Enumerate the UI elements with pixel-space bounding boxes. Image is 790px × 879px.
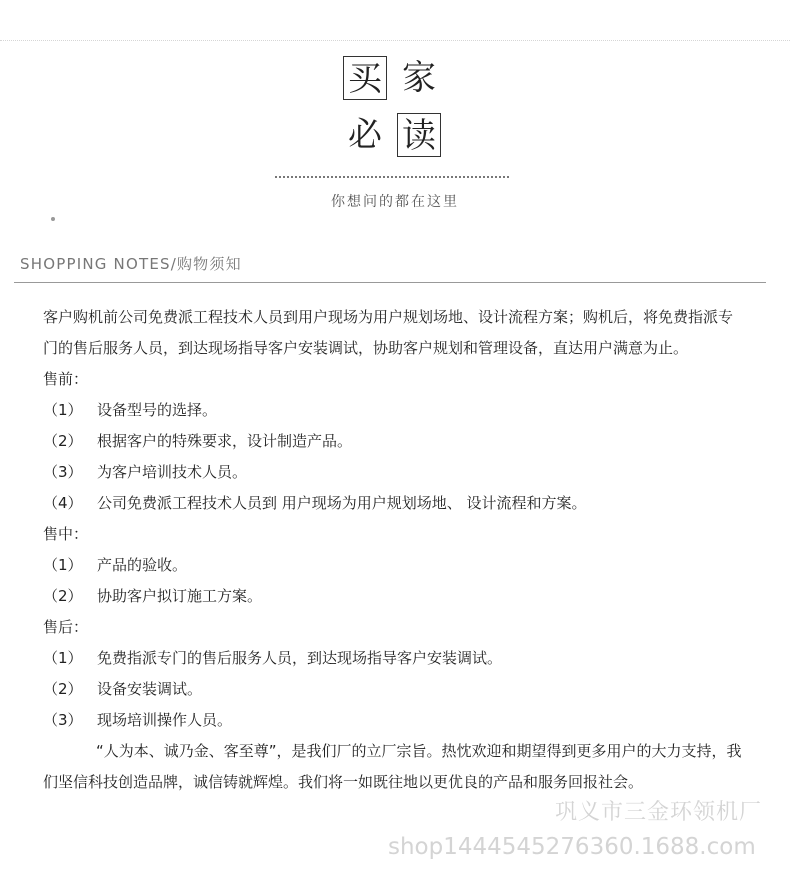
group-label-aftersale: 售后： (43, 618, 89, 636)
intro-paragraph: 客户购机前公司免费派工程技术人员到用户现场为用户规划场地、设计流程方案；购机后，将免费指派专门的售后服务人员，到达现场指导客户安装调试，协助客户规划和管理设备，直达用户满意为止。 (43, 308, 734, 357)
item-text: 产品的验收。 (97, 556, 188, 574)
list-item (43, 643, 743, 674)
item-number: （1） (43, 401, 83, 419)
list-item (43, 581, 743, 612)
section-heading: SHOPPING NOTES/购物须知 (20, 255, 242, 273)
closing-paragraph: “人为本、诚乃金、客至尊”，是我们厂的立厂宗旨。热忱欢迎和期望得到更多用户的大力支持，我们坚信科技创造品牌，诚信铸就辉煌。我们将一如既往地以更优良的产品和服务回报社会。 (43, 742, 742, 791)
item-number: （2） (43, 587, 83, 605)
list-item (43, 457, 743, 488)
title-char-jia: 家 (402, 58, 436, 98)
title-char-bi: 必 (348, 115, 382, 155)
list-item (43, 395, 743, 426)
group-insale (43, 519, 743, 612)
item-text: 根据客户的特殊要求，设计制造产品。 (97, 432, 353, 450)
list-item (43, 550, 743, 581)
item-number: （1） (43, 649, 83, 667)
title-dotted-divider (275, 176, 509, 178)
item-text: 公司免费派工程技术人员到 用户现场为用户规划场地、 设计流程和方案。 (97, 494, 587, 512)
item-number: （2） (43, 432, 83, 450)
watermark-url: shop1444545276360.1688.com (388, 834, 756, 860)
item-text: 协助客户拟订施工方案。 (97, 587, 263, 605)
item-number: （2） (43, 680, 83, 698)
decorative-dot (51, 217, 55, 221)
group-label-presale: 售前： (43, 370, 89, 388)
item-text: 设备型号的选择。 (97, 401, 218, 419)
list-item (43, 705, 743, 736)
top-dotted-rule (0, 40, 790, 41)
notes-content (43, 302, 743, 798)
watermark-company: 巩义市三金环领机厂 (555, 800, 763, 825)
group-aftersale (43, 612, 743, 736)
item-number: （3） (43, 463, 83, 481)
item-number: （4） (43, 494, 83, 512)
title-char-du: 读 (397, 113, 441, 157)
item-number: （1） (43, 556, 83, 574)
list-item (43, 426, 743, 457)
group-presale (43, 364, 743, 519)
item-text: 免费指派专门的售后服务人员，到达现场指导客户安装调试。 (97, 649, 503, 667)
item-text: 设备安装调试。 (97, 680, 203, 698)
item-text: 现场培训操作人员。 (97, 711, 233, 729)
list-item (43, 488, 743, 519)
section-divider (14, 282, 766, 283)
item-number: （3） (43, 711, 83, 729)
subtitle: 你想问的都在这里 (331, 194, 459, 210)
item-text: 为客户培训技术人员。 (97, 463, 248, 481)
list-item (43, 674, 743, 705)
title-char-mai: 买 (343, 56, 387, 100)
group-label-insale: 售中： (43, 525, 89, 543)
